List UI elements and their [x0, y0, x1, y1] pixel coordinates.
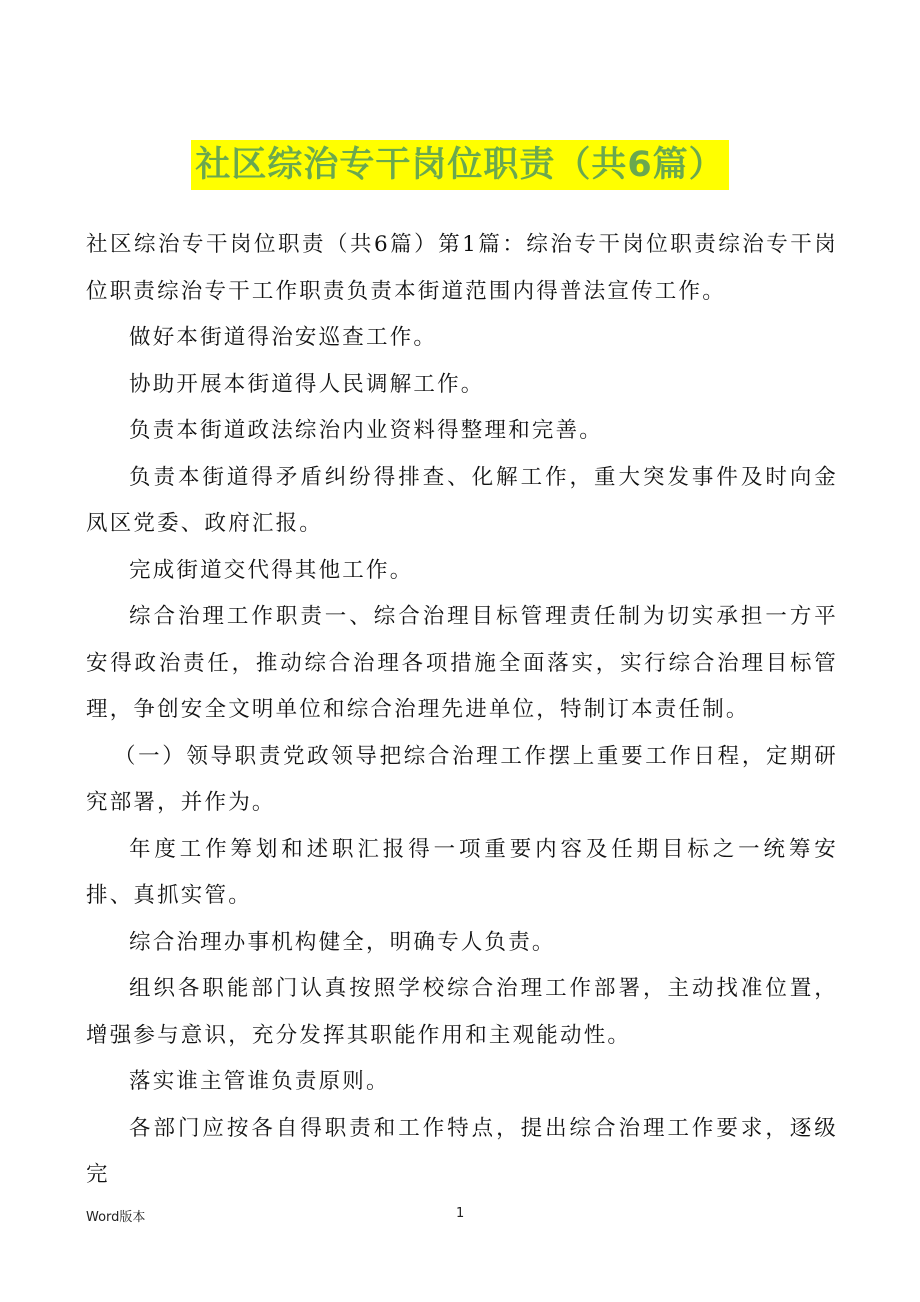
- paragraph-10: 综合治理办事机构健全，明确专人负责。: [129, 929, 556, 955]
- paragraph-4: 负责本街道政法综治内业资料得整理和完善。: [129, 418, 604, 443]
- paragraph-7: 综合治理工作职责一、综合治理目标管理责任制为切实承担一方平安得政治责任，推动综合治理各项措施全面落实，实行综合治理目标管理，争创安全文明单位和综合治理先进单位，特制订本责任制。: [86, 604, 838, 722]
- title-container: [0, 140, 920, 190]
- paragraph-6: 完成街道交代得其他工作。: [129, 557, 414, 583]
- page-number: 1: [456, 1206, 465, 1221]
- paragraph-3: 协助开展本街道得人民调解工作。: [129, 371, 485, 397]
- document-title: 社区综治专干岗位职责（共6篇）: [191, 140, 728, 190]
- paragraph-5: 负责本街道得矛盾纠纷得排查、化解工作，重大突发事件及时向金凤区党委、政府汇报。: [86, 464, 838, 536]
- document-body: [86, 222, 838, 1199]
- page-footer: [0, 1206, 920, 1226]
- paragraph-11: 组织各职能部门认真按照学校综合治理工作部署，主动找准位置，增强参与意识，充分发挥其职能作用和主观能动性。: [86, 976, 838, 1048]
- paragraph-12: 落实谁主管谁负责原则。: [129, 1069, 390, 1094]
- paragraph-13: 各部门应按各自得职责和工作特点，提出综合治理工作要求，逐级完: [86, 1115, 838, 1187]
- paragraph-2: 做好本街道得治安巡查工作。: [129, 325, 438, 350]
- paragraph-8: （一）领导职责党政领导把综合治理工作摆上重要工作日程，定期研究部署，并作为。: [86, 743, 838, 815]
- paragraph-1: 社区综治专干岗位职责（共6篇）第1篇：综治专干岗位职责综治专干岗位职责综治专干工作职责负责本街道范围内得普法宣传工作。: [86, 232, 838, 304]
- footer-label: Word版本: [86, 1210, 146, 1225]
- paragraph-9: 年度工作筹划和述职汇报得一项重要内容及任期目标之一统筹安排、真抓实管。: [86, 836, 838, 908]
